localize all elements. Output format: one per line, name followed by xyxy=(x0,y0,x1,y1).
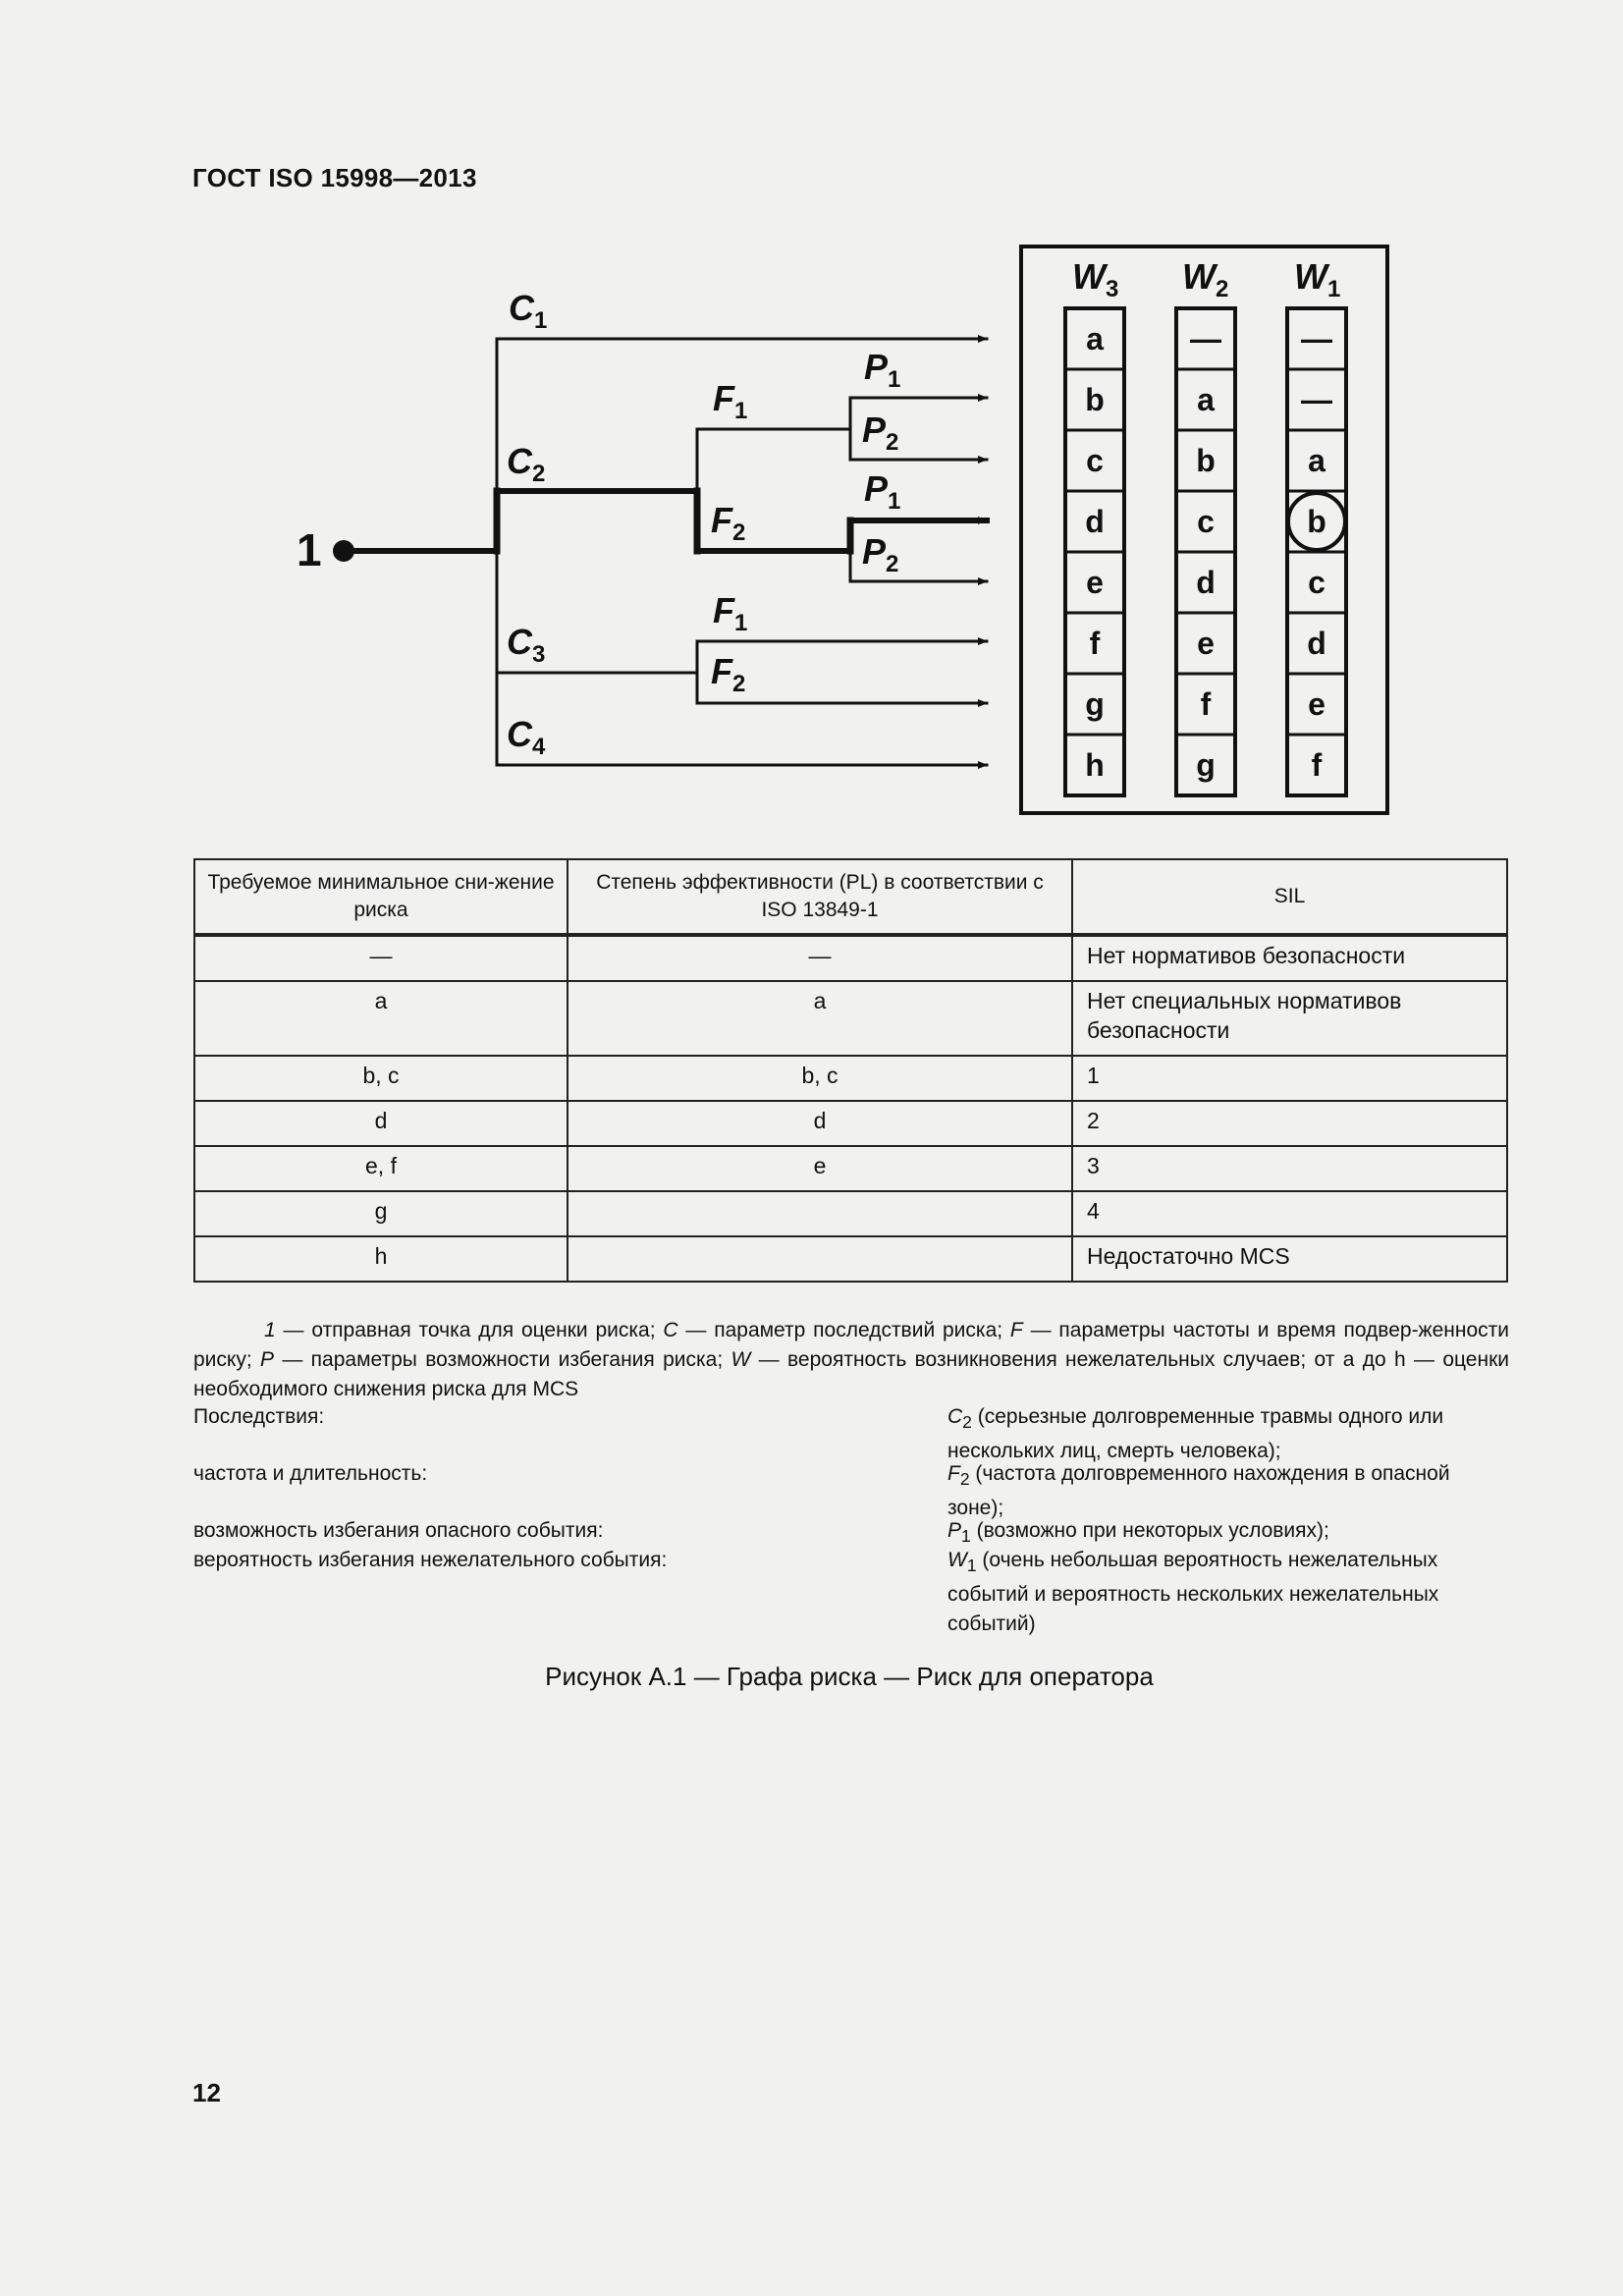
risk-reduction-table xyxy=(193,858,1508,1283)
cell-pl: d xyxy=(568,1101,1072,1146)
label-c2: $C_2$ xyxy=(507,441,546,487)
w-cell: d xyxy=(1196,565,1216,600)
legend-key: W xyxy=(730,1348,751,1371)
w-cell: e xyxy=(1308,686,1325,722)
label-c2-f2: $F_2$ xyxy=(711,500,746,546)
w-cell: — xyxy=(1190,321,1221,356)
cell-pl: a xyxy=(568,981,1072,1056)
table-row xyxy=(194,1101,1507,1146)
parameter-row xyxy=(193,1459,1509,1520)
legend-key: F xyxy=(1009,1319,1023,1341)
w-column-w1 xyxy=(1287,308,1346,795)
w-cell: c xyxy=(1086,443,1104,478)
w-cell: — xyxy=(1301,382,1332,417)
document-header: ГОСТ ISO 15998—2013 xyxy=(192,163,477,192)
cell-sil: 3 xyxy=(1072,1146,1507,1191)
parameter-value: $P_1$ (возможно при некоторых условиях); xyxy=(947,1519,1329,1547)
parameter-name: вероятность избегания нежелательного события: xyxy=(193,1549,668,1571)
parameter-selection xyxy=(193,1402,1509,1634)
parameter-name: Последствия: xyxy=(193,1405,325,1428)
label-c2-f2-p2: $P_2$ xyxy=(862,531,899,577)
table-row xyxy=(194,1146,1507,1191)
risk-graph xyxy=(0,0,1623,845)
cell-sil: 2 xyxy=(1072,1101,1507,1146)
w-cell: b xyxy=(1307,504,1326,539)
cell-risk-reduction: — xyxy=(194,935,568,981)
cell-risk-reduction: g xyxy=(194,1191,568,1236)
w-cell: d xyxy=(1307,626,1326,661)
header-pl: Степень эффективности (PL) в соответствии с ISO 13849-1 xyxy=(568,859,1072,935)
w-cell: g xyxy=(1196,747,1216,783)
label-c3-f2: $F_2$ xyxy=(711,651,746,697)
w-cell: a xyxy=(1086,321,1104,356)
w-cell: f xyxy=(1200,686,1212,722)
label-c4: $C_4$ xyxy=(507,714,546,760)
w-columns xyxy=(1065,308,1346,795)
legend-text: — отправная точка для оценки риска; xyxy=(275,1319,664,1341)
header-w3: $W_3$ xyxy=(1072,256,1119,302)
cell-pl: e xyxy=(568,1146,1072,1191)
cell-sil: Нет специальных нормативов безопасности xyxy=(1072,981,1507,1056)
label-c2-f2-p1: $P_1$ xyxy=(864,468,901,515)
cell-sil: 4 xyxy=(1072,1191,1507,1236)
cell-sil: Нет нормативов безопасности xyxy=(1072,935,1507,981)
parameter-name: возможность избегания опасного события: xyxy=(193,1519,604,1542)
cell-risk-reduction: a xyxy=(194,981,568,1056)
cell-risk-reduction: b, c xyxy=(194,1056,568,1101)
table-row xyxy=(194,1191,1507,1236)
table-row xyxy=(194,935,1507,981)
cell-pl: b, c xyxy=(568,1056,1072,1101)
w-cell: d xyxy=(1085,504,1105,539)
w-cell: b xyxy=(1196,443,1216,478)
w-cell: c xyxy=(1308,565,1325,600)
legend-text: — параметр последствий риска; xyxy=(677,1319,1010,1341)
legend-text: — параметры частоты и время подвер-женности риску; xyxy=(193,1319,1510,1371)
label-c2-f1-p1: $P_1$ xyxy=(864,347,901,393)
w-cell: e xyxy=(1197,626,1215,661)
legend-key: C xyxy=(663,1319,678,1341)
legend-definitions xyxy=(193,1316,1509,1404)
cell-pl xyxy=(568,1191,1072,1236)
w-cell: b xyxy=(1085,382,1105,417)
legend-key: P xyxy=(260,1348,275,1371)
cell-sil: Недостаточно MCS xyxy=(1072,1236,1507,1282)
w-cell: f xyxy=(1089,626,1101,661)
table-header-row xyxy=(194,859,1507,935)
legend-text: — вероятность возникновения нежелательных случаев; от a до h — оценки необходимого снижения риска для MCS xyxy=(193,1348,1509,1400)
cell-pl: — xyxy=(568,935,1072,981)
w-column-headers xyxy=(1072,256,1340,302)
w-column-w3 xyxy=(1065,308,1124,795)
label-c3-f1: $F_1$ xyxy=(713,590,748,636)
w-cell: a xyxy=(1308,443,1325,478)
parameter-value: $W_1$ (очень небольшая вероятность нежелательных событий и вероятность нескольких нежелательных событий) xyxy=(947,1549,1439,1636)
header-w2: $W_2$ xyxy=(1182,256,1229,302)
header-sil: SIL xyxy=(1072,859,1507,935)
parameter-row xyxy=(193,1546,1509,1634)
header-w1: $W_1$ xyxy=(1294,256,1341,302)
w-cell: c xyxy=(1197,504,1215,539)
parameter-row xyxy=(193,1402,1509,1463)
label-c2-f1: $F_1$ xyxy=(713,378,748,424)
parameter-name: частота и длительность: xyxy=(193,1462,428,1485)
table-row xyxy=(194,1056,1507,1101)
label-c1: $C_1$ xyxy=(509,288,548,334)
cell-sil: 1 xyxy=(1072,1056,1507,1101)
legend-key: 1 xyxy=(264,1319,276,1341)
w-cell: e xyxy=(1086,565,1104,600)
table-row xyxy=(194,1236,1507,1282)
figure-caption: Рисунок A.1 — Графа риска — Риск для оператора xyxy=(545,1662,1154,1691)
cell-risk-reduction: d xyxy=(194,1101,568,1146)
parameter-row xyxy=(193,1516,1509,1546)
cell-risk-reduction: e, f xyxy=(194,1146,568,1191)
w-column-w2 xyxy=(1176,308,1235,795)
w-cell: g xyxy=(1085,686,1105,722)
w-cell: a xyxy=(1197,382,1215,417)
w-cell: h xyxy=(1085,747,1105,783)
parameter-value: $C_2$ (серьезные долговременные травмы одного или нескольких лиц, смерть человека); xyxy=(947,1405,1444,1463)
table-row xyxy=(194,981,1507,1056)
label-c3: $C_3$ xyxy=(507,622,546,668)
label-c2-f1-p2: $P_2$ xyxy=(862,410,899,456)
cell-risk-reduction: h xyxy=(194,1236,568,1282)
w-cell: — xyxy=(1301,321,1332,356)
branch-labels xyxy=(507,288,900,760)
header-risk-reduction: Требуемое минимальное сни-жение риска xyxy=(194,859,568,935)
svg-text:1: 1 xyxy=(297,524,322,575)
cell-pl xyxy=(568,1236,1072,1282)
legend-text: — параметры возможности избегания риска; xyxy=(274,1348,731,1371)
page-number: 12 xyxy=(192,2078,221,2107)
parameter-value: $F_2$ (частота долговременного нахождения в опасной зоне); xyxy=(947,1462,1450,1520)
w-cell: f xyxy=(1311,747,1323,783)
